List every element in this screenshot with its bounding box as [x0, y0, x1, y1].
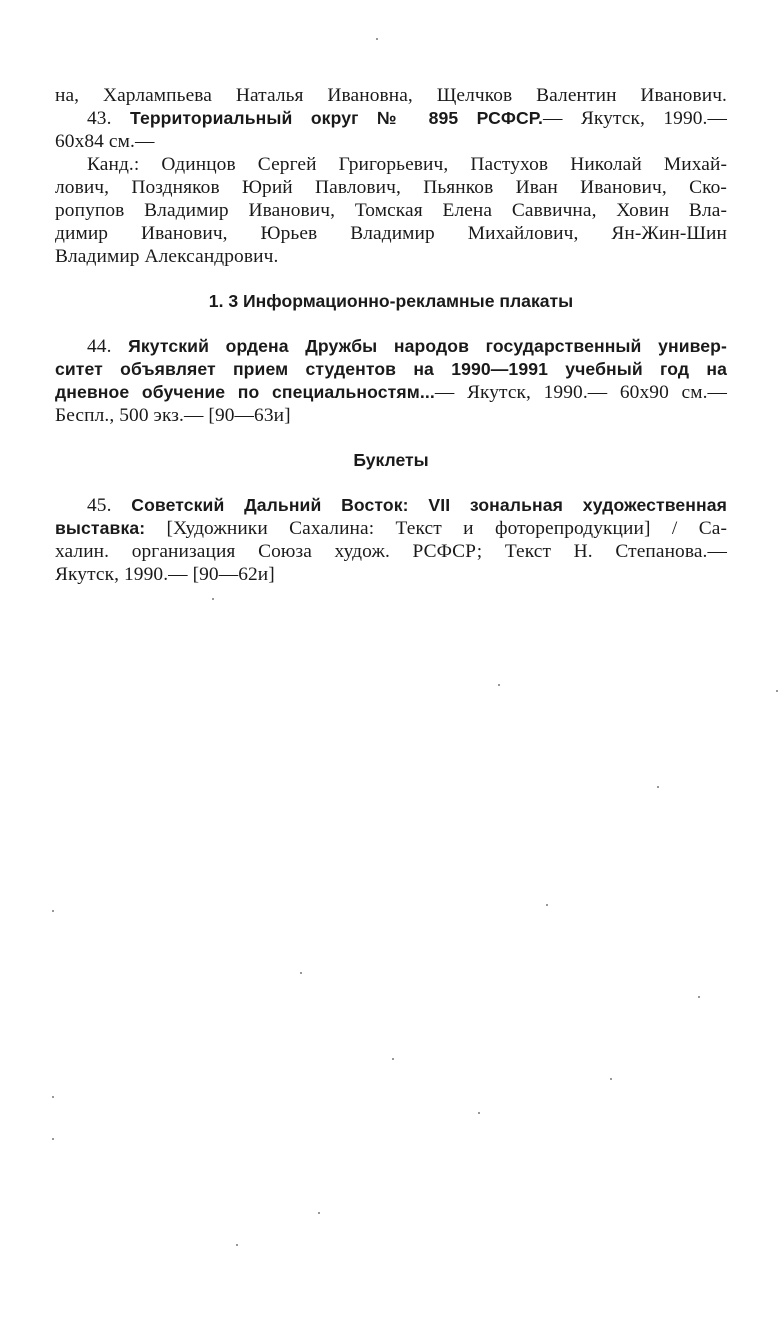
entry-44-title-imprint — [55, 381, 727, 404]
entry-44-title-line: дневное обучение по специальностям... — [55, 382, 435, 402]
entry-45-title-line: выставка: — [55, 518, 146, 538]
entry-45-number: 45. — [87, 495, 112, 516]
entry-44-title-continued — [55, 358, 727, 381]
section-heading-booklets: Буклеты — [353, 450, 429, 470]
section-heading-posters: 1. 3 Информационно-рекламные плакаты — [208, 291, 574, 311]
entry-43-candidates-line: Владимир Александрович. — [55, 246, 279, 267]
scan-speck — [657, 786, 659, 788]
scan-speck — [52, 1096, 54, 1098]
scan-speck — [610, 1078, 612, 1080]
scan-speck — [52, 910, 54, 912]
entry-43-heading — [55, 107, 727, 130]
scan-speck — [546, 904, 548, 906]
scan-speck — [498, 684, 500, 686]
scan-speck — [236, 1244, 238, 1246]
scan-speck — [698, 996, 700, 998]
entry-43-imprint: — Якутск, 1990.— — [543, 108, 727, 129]
entry-43-candidates-line: ропупов Владимир Иванович, Томская Елена Саввична, Ховин Вла- — [55, 200, 727, 221]
entry-43-format: 60х84 см.— — [55, 131, 155, 152]
scan-speck — [776, 690, 778, 692]
entry-43-candidates-line: димир Иванович, Юрьев Владимир Михайлович, Ян-Жин-Шин — [55, 223, 727, 244]
entry-45-imprint: Якутск, 1990.— [90—62и] — [55, 564, 275, 585]
scan-speck — [376, 38, 378, 40]
entry-45-title-continued — [55, 517, 727, 540]
scan-speck — [392, 1058, 394, 1060]
entry-44-title-line: ситет объявляет прием студентов на 1990—1991 учебный год на — [55, 359, 727, 379]
scan-speck — [52, 1138, 54, 1140]
scan-speck — [478, 1112, 480, 1114]
entry-44-title-line: Якутский ордена Дружбы народов государственный универ- — [128, 336, 727, 356]
entry-44-imprint: — Якутск, 1990.— 60х90 см.— — [434, 382, 728, 403]
scan-speck — [212, 598, 214, 600]
entry-42-tail: на, Харлампьева Наталья Ивановна, Щелчков Валентин Иванович. — [55, 85, 727, 106]
entry-44-heading — [55, 335, 727, 358]
entry-45-title-line: Советский Дальний Восток: VII зональная художественная — [131, 495, 728, 515]
entry-43-number: 43. — [87, 108, 112, 129]
entry-43-title: Территориальный округ № 895 РСФСР. — [129, 108, 543, 128]
entry-45-heading — [55, 494, 727, 517]
entry-43-candidates-line: Канд.: Одинцов Сергей Григорьевич, Пастухов Николай Михай- — [87, 154, 727, 175]
entry-45-organization: халин. организация Союза худож. РСФСР; Текст Н. Степанова.— — [55, 541, 727, 562]
entry-43-candidates-line: лович, Поздняков Юрий Павлович, Пьянков Иван Иванович, Ско- — [55, 177, 727, 198]
entry-44-price: Беспл., 500 экз.— [90—63и] — [55, 405, 291, 426]
entry-45-subtitle: [Художники Сахалина: Текст и фоторепродукции] / Са- — [145, 518, 727, 539]
document-page — [55, 84, 727, 586]
scan-speck — [318, 1212, 320, 1214]
scan-speck — [300, 972, 302, 974]
entry-44-number: 44. — [87, 336, 112, 357]
